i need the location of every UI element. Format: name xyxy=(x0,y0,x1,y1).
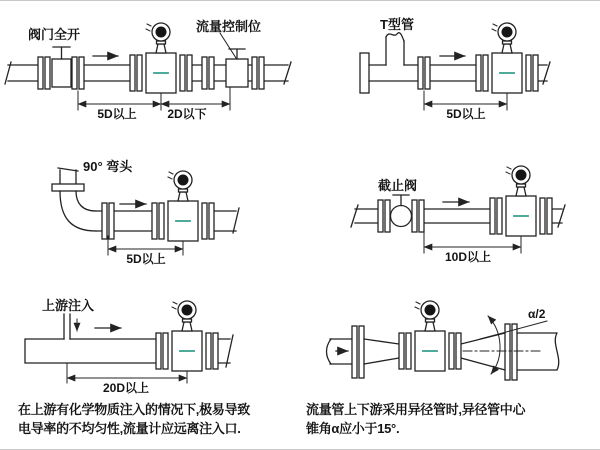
diagram-upstream-injection xyxy=(0,286,300,399)
caption-line: 在上游有化学物质注入的情况下,极易导致 xyxy=(18,402,250,417)
flow-meter-icon xyxy=(152,171,214,241)
t-pipe-label: T型管 xyxy=(380,17,414,32)
caption-line: 锥角α应小于15°. xyxy=(306,421,400,436)
flow-meter-icon xyxy=(156,301,218,371)
caption-line: 电导率的不均匀性,流量计应远离注入口. xyxy=(18,421,241,436)
gate-valve-icon xyxy=(38,47,84,89)
flow-meter-icon xyxy=(130,23,192,93)
valve-open-label: 阀门全开 xyxy=(28,27,81,42)
flange-pair xyxy=(418,57,430,89)
elbow-label: 90° 弯头 xyxy=(83,159,133,174)
diagram-90-elbow xyxy=(0,141,300,286)
flange-pair xyxy=(102,203,114,239)
dim-5d-label: 5D以上 xyxy=(446,107,486,121)
dim-2d-label: 2D以下 xyxy=(167,107,207,121)
large-flange-right xyxy=(505,324,517,380)
t-branch xyxy=(386,33,404,65)
diagram-stop-valve xyxy=(300,141,600,286)
large-flange-left xyxy=(352,326,364,378)
flow-control-label: 流量控制位 xyxy=(196,19,262,34)
flow-meter-icon xyxy=(399,301,461,371)
dim-5d-label: 5D以上 xyxy=(97,107,137,121)
globe-valve-icon xyxy=(378,195,424,232)
caption-reducer-note xyxy=(306,400,525,438)
injection-label: 上游注入 xyxy=(42,298,95,313)
flow-meter-icon xyxy=(476,23,538,93)
control-valve-icon xyxy=(202,49,264,89)
injection-tube xyxy=(64,314,77,339)
diagram-t-pipe xyxy=(300,1,600,141)
leader-line xyxy=(220,33,236,58)
diagram-reducer xyxy=(300,286,600,399)
dim-5d-label: 5D以上 xyxy=(126,252,166,266)
stop-valve-label: 截止阀 xyxy=(378,178,418,193)
alpha-half-label: α/2 xyxy=(528,307,546,321)
diagram-valve-fully-open xyxy=(0,1,300,141)
caption-line: 流量管上下游采用异径管时,异径管中心 xyxy=(306,402,526,417)
flow-meter-icon xyxy=(490,166,552,236)
dim-10d-label: 10D以上 xyxy=(444,250,492,264)
caption-injection-note xyxy=(18,400,250,438)
dim-20d-label: 20D以上 xyxy=(102,381,150,395)
dimension-lines xyxy=(67,363,187,383)
